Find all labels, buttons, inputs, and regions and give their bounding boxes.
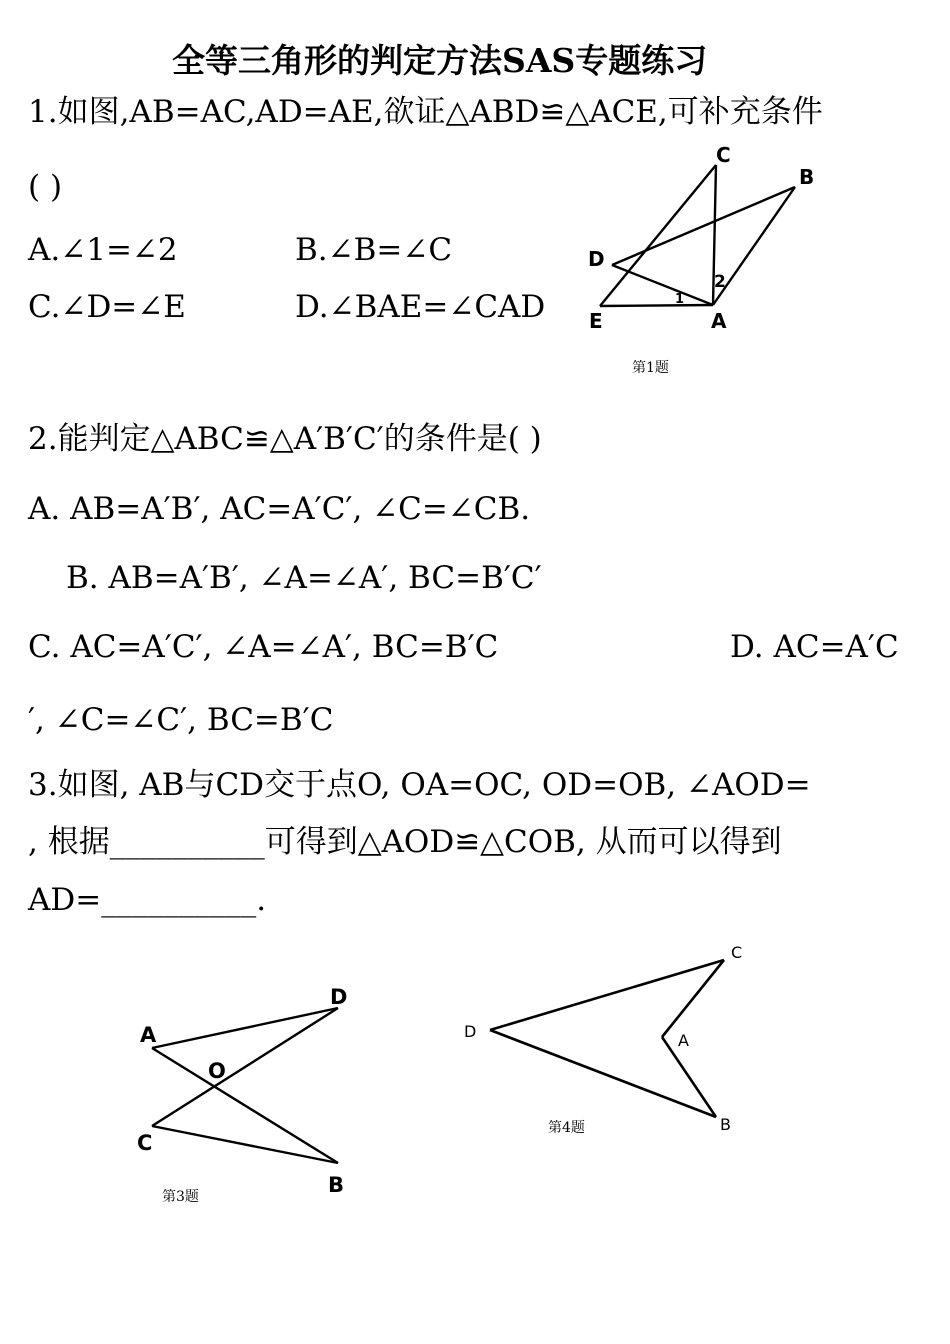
fig1-angle-1: 1: [675, 292, 685, 307]
q2-option-a: A. AB=A′B′, AC=A′C′, ∠C=∠CB.: [28, 491, 531, 527]
q2-option-d-head: D. AC=A′C: [730, 629, 899, 665]
fig3-label-d: D: [330, 985, 348, 1009]
q1-stem: 1.如图,AB=AC,AD=AE,欲证△ABD≌△ACE,可补充条件: [28, 94, 823, 130]
segment-ab: [662, 1037, 716, 1117]
fig1-label-d: D: [588, 247, 605, 271]
figure-3-caption: 第3题: [162, 1189, 199, 1205]
fig3-label-c: C: [137, 1131, 153, 1155]
figure-1-caption: 第1题: [632, 360, 669, 376]
page-title: 全等三角形的判定方法SAS专题练习: [172, 41, 708, 80]
fig3-label-b: B: [328, 1173, 345, 1197]
q3-line-3: AD=__________.: [28, 882, 267, 918]
q1-option-a: A.∠1=∠2: [28, 232, 178, 268]
fig4-label-d: D: [464, 1022, 477, 1041]
fig1-label-e: E: [589, 309, 603, 333]
fig4-label-c: C: [731, 943, 743, 962]
fig4-label-a: A: [678, 1031, 689, 1050]
fig3-label-a: A: [140, 1023, 157, 1047]
q1-option-c: C.∠D=∠E: [28, 289, 186, 325]
q2-option-d-tail: ′, ∠C=∠C′, BC=B′C: [28, 702, 334, 738]
fig3-label-o: O: [208, 1059, 226, 1083]
q1-option-b: B.∠B=∠C: [295, 232, 453, 268]
q3-line-2: , 根据__________可得到△AOD≌△COB, 从而可以得到: [28, 824, 782, 860]
q3-line-1: 3.如图, AB与CD交于点O, OA=OC, OD=OB, ∠AOD=: [28, 767, 811, 803]
q2-option-c: C. AC=A′C′, ∠A=∠A′, BC=B′C: [28, 629, 499, 665]
q1-answer-blank: ( ): [28, 169, 63, 205]
segment-dc: [490, 960, 724, 1030]
fig1-label-b: B: [799, 165, 815, 189]
q1-option-d: D.∠BAE=∠CAD: [295, 289, 546, 325]
figure-4-caption: 第4题: [548, 1120, 585, 1136]
fig1-label-a: A: [711, 309, 727, 333]
fig4-label-b: B: [720, 1115, 731, 1134]
fig1-label-c: C: [716, 143, 731, 167]
segment-ca: [662, 960, 724, 1037]
fig1-angle-2: 2: [714, 272, 726, 292]
q2-stem: 2.能判定△ABC≌△A′B′C′的条件是( ): [28, 421, 542, 457]
q2-option-b: B. AB=A′B′, ∠A=∠A′, BC=B′C′: [66, 560, 542, 596]
